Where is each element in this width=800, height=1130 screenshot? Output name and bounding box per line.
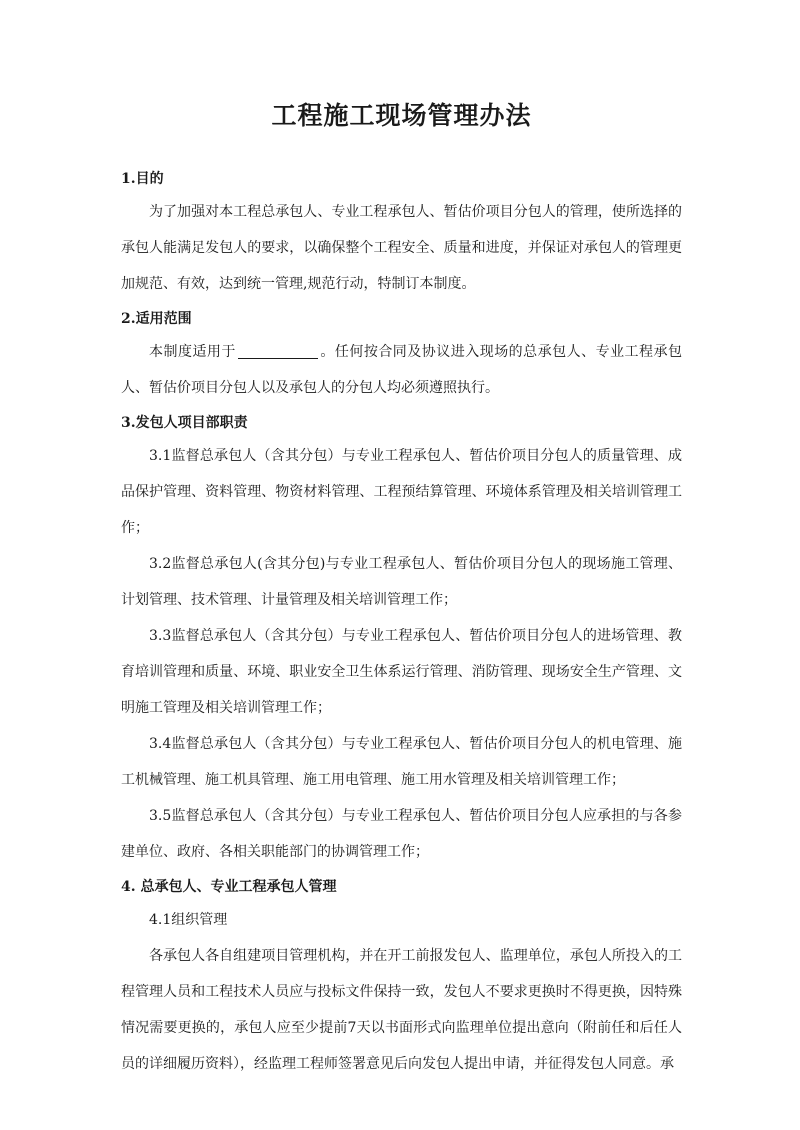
section-heading: 4. 总承包人、专业工程承包人管理 [121, 879, 337, 895]
duty-item-3-2: 3.2监督总承包人(含其分包)与专业工程承包人、暂估价项目分包人的现场施工管理、计划管理、技术管理、计量管理及相关培训管理工作； [121, 556, 682, 608]
section-heading: 2.适用范围 [121, 311, 192, 327]
section-purpose [121, 162, 682, 302]
paragraph: 为了加强对本工程总承包人、专业工程承包人、暂估价项目分包人的管理，使所选择的承包人能满足发包人的要求，以确保整个工程安全、质量和进度，并保证对承包人的管理更加规范、有效，达到统一管理,规范行动，特制订本制度。 [121, 204, 682, 292]
duty-item-3-5: 3.5监督总承包人（含其分包）与专业工程承包人、暂估价项目分包人应承担的与各参建单位、政府、各相关职能部门的协调管理工作； [121, 808, 682, 860]
duty-item-3-1: 3.1监督总承包人（含其分包）与专业工程承包人、暂估价项目分包人的质量管理、成品保护管理、资料管理、物资材料管理、工程预结算管理、环境体系管理及相关培训管理工作； [121, 448, 682, 536]
fill-in-blank [238, 344, 318, 359]
subsection-heading: 4.1组织管理 [149, 912, 228, 928]
scope-text-before-blank: 本制度适用于 [149, 344, 236, 360]
duty-item-3-4: 3.4监督总承包人（含其分包）与专业工程承包人、暂估价项目分包人的机电管理、施工机械管理、施工机具管理、施工用电管理、施工用水管理及相关培训管理工作； [121, 736, 682, 788]
section-heading: 1.目的 [121, 171, 164, 187]
section-scope [121, 302, 682, 406]
duty-item-3-3: 3.3监督总承包人（含其分包）与专业工程承包人、暂估价项目分包人的进场管理、教育培训管理和质量、环境、职业安全卫生体系运行管理、消防管理、现场安全生产管理、文明施工管理及相关培训管理工作； [121, 628, 682, 716]
paragraph: 各承包人各自组建项目管理机构，并在开工前报发包人、监理单位，承包人所投入的工程管理人员和工程技术人员应与投标文件保持一致，发包人不要求更换时不得更换，因特殊情况需要更换的，承包人应至少提前7天以书面形式向监理单位提出意向（附前任和后任人员的详细履历资料），经监理工程师签署意见后向发包人提出申请，并征得发包人同意。承 [121, 948, 682, 1072]
section-contractor-management [121, 870, 682, 1082]
scope-text-after-blank: 。任何按合同及协议进入现场的总承包人、专业工程承包人、暂估价项目分包人以及承包人的分包人均必须遵照执行。 [121, 344, 683, 396]
paragraph [121, 334, 682, 406]
document-title: 工程施工现场管理办法 [271, 101, 532, 130]
section-heading: 3.发包人项目部职责 [121, 415, 248, 431]
section-employer-duties [121, 406, 682, 870]
